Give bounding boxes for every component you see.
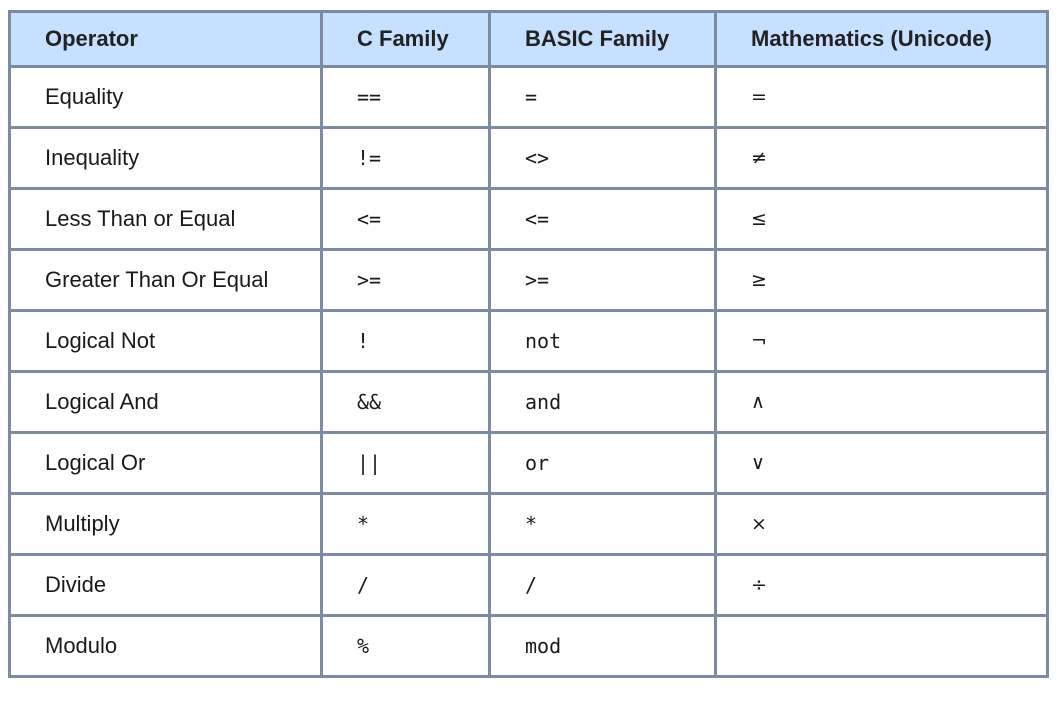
- cell-operator: Logical Or: [10, 433, 322, 494]
- header-row: [10, 12, 1048, 67]
- cell-operator: Multiply: [10, 494, 322, 555]
- cell-mathematics: ≠: [716, 128, 1048, 189]
- header-operator: Operator: [10, 12, 322, 67]
- cell-mathematics: ≤: [716, 189, 1048, 250]
- cell-c-family: ||: [322, 433, 490, 494]
- cell-c-family: /: [322, 555, 490, 616]
- cell-c-family: %: [322, 616, 490, 677]
- operators-table-container: [8, 10, 1046, 678]
- cell-operator: Modulo: [10, 616, 322, 677]
- table-row: [10, 128, 1048, 189]
- cell-mathematics: ¬: [716, 311, 1048, 372]
- cell-c-family: &&: [322, 372, 490, 433]
- table-row: [10, 311, 1048, 372]
- table-row: [10, 555, 1048, 616]
- cell-basic-family: =: [490, 67, 716, 128]
- cell-mathematics: ∨: [716, 433, 1048, 494]
- cell-operator: Equality: [10, 67, 322, 128]
- header-basic-family: BASIC Family: [490, 12, 716, 67]
- cell-basic-family: >=: [490, 250, 716, 311]
- cell-c-family: !=: [322, 128, 490, 189]
- cell-basic-family: not: [490, 311, 716, 372]
- table-body: [10, 67, 1048, 677]
- table-row: [10, 494, 1048, 555]
- cell-mathematics: ÷: [716, 555, 1048, 616]
- cell-mathematics: ∧: [716, 372, 1048, 433]
- cell-basic-family: mod: [490, 616, 716, 677]
- table-header: [10, 12, 1048, 67]
- cell-mathematics: ×: [716, 494, 1048, 555]
- cell-mathematics: ≥: [716, 250, 1048, 311]
- cell-basic-family: *: [490, 494, 716, 555]
- cell-operator: Less Than or Equal: [10, 189, 322, 250]
- cell-operator: Logical Not: [10, 311, 322, 372]
- cell-c-family: !: [322, 311, 490, 372]
- cell-c-family: ==: [322, 67, 490, 128]
- cell-basic-family: <=: [490, 189, 716, 250]
- cell-c-family: <=: [322, 189, 490, 250]
- cell-operator: Divide: [10, 555, 322, 616]
- table-row: [10, 616, 1048, 677]
- cell-basic-family: <>: [490, 128, 716, 189]
- cell-mathematics: =: [716, 67, 1048, 128]
- cell-operator: Logical And: [10, 372, 322, 433]
- cell-c-family: >=: [322, 250, 490, 311]
- header-c-family: C Family: [322, 12, 490, 67]
- cell-basic-family: and: [490, 372, 716, 433]
- cell-mathematics: [716, 616, 1048, 677]
- cell-basic-family: /: [490, 555, 716, 616]
- cell-operator: Inequality: [10, 128, 322, 189]
- header-mathematics: Mathematics (Unicode): [716, 12, 1048, 67]
- table-row: [10, 250, 1048, 311]
- table-row: [10, 67, 1048, 128]
- cell-c-family: *: [322, 494, 490, 555]
- operators-table: [8, 10, 1049, 678]
- table-row: [10, 433, 1048, 494]
- table-row: [10, 189, 1048, 250]
- table-row: [10, 372, 1048, 433]
- cell-basic-family: or: [490, 433, 716, 494]
- cell-operator: Greater Than Or Equal: [10, 250, 322, 311]
